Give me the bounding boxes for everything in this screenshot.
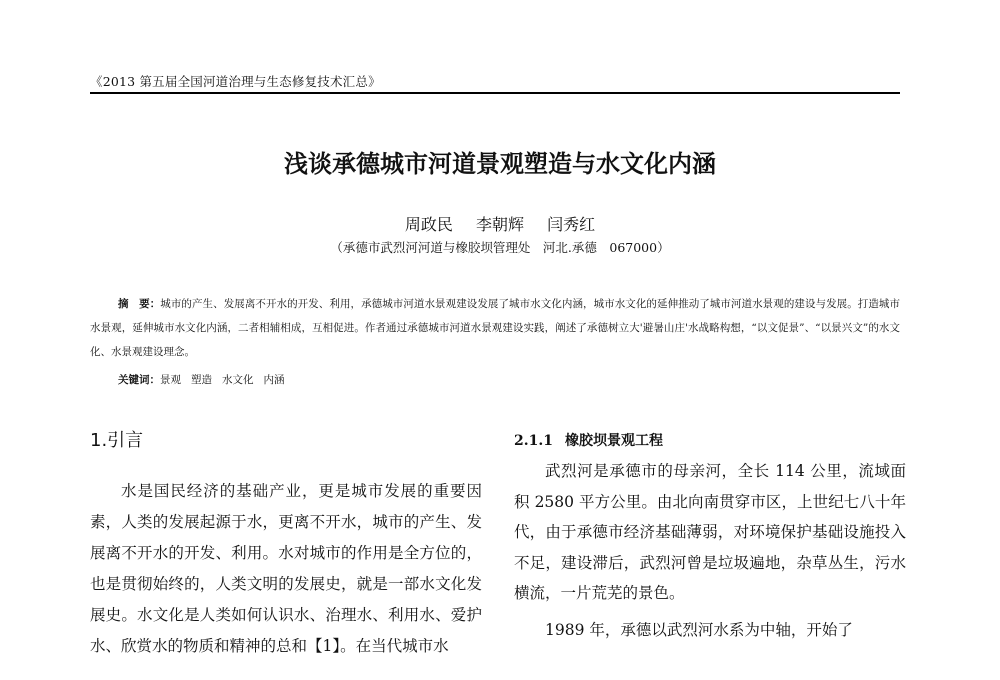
keyword: 水文化 <box>222 374 254 386</box>
header-rule <box>90 92 900 94</box>
abstract-label: 摘 要： <box>118 298 161 310</box>
author-name: 李朝辉 <box>475 215 524 234</box>
author-name: 闫秀红 <box>547 215 596 234</box>
keywords-label: 关键词： <box>118 374 160 386</box>
keyword: 塑造 <box>191 374 212 386</box>
author-list <box>0 212 1000 235</box>
introduction-paragraph: 水是国民经济的基础产业，更是城市发展的重要因素，人类的发展起源于水，更离不开水，城市的产生、发展离不开水的开发、利用。水对城市的作用是全方位的，也是贯彻始终的，人类文明的发展史，就是一部水文化发展史。水文化是人类如何认识水、治理水、利用水、爱护水、欣赏水的物质和精神的总和【1】。在当代城市水 <box>90 482 482 655</box>
affiliation: （承德市武烈河河道与橡胶坝管理处 河北.承德 067000） <box>330 240 670 255</box>
section-heading-introduction: 1.引言 <box>90 430 144 451</box>
paper-title: 浅谈承德城市河道景观塑造与水文化内涵 <box>284 150 716 178</box>
subsection-title: 橡胶坝景观工程 <box>564 433 663 449</box>
keyword: 景观 <box>160 374 181 386</box>
abstract <box>90 292 900 364</box>
left-column <box>90 428 482 662</box>
running-header: 《2013 第五届全国河道治理与生态修复技术汇总》 <box>90 74 381 89</box>
keywords <box>118 372 295 387</box>
abstract-text: 城市的产生、发展离不开水的开发、利用，承德城市河道水景观建设发展了城市水文化内涵，城市水文化的延伸推动了城市河道水景观的建设与发展。打造城市水景观，延伸城市水文化内涵，二者相辅相成，互相促进。作者通过承德城市河道水景观建设实践，阐述了承德树立大'避暑山庄'水战略构想，“以文促景”、“以景兴文”的水文化、水景观建设理念。 <box>90 298 901 358</box>
subsection-heading <box>514 428 906 454</box>
body-paragraph: 武烈河是承德市的母亲河，全长 114 公里，流域面积 2580 平方公里。由北向南贯穿市区，上世纪七八十年代，由于承德市经济基础薄弱，对环境保护基础设施投入不足，建设滞后，武烈河曾是垃圾遍地，杂草丛生，污水横流，一片荒芜的景色。 <box>514 462 906 602</box>
right-column <box>514 428 906 645</box>
subsection-number: 2.1.1 <box>514 433 553 449</box>
author-name: 周政民 <box>404 215 453 234</box>
body-paragraph: 1989 年，承德以武烈河水系为中轴，开始了 <box>545 620 853 639</box>
keyword: 内涵 <box>263 374 285 386</box>
